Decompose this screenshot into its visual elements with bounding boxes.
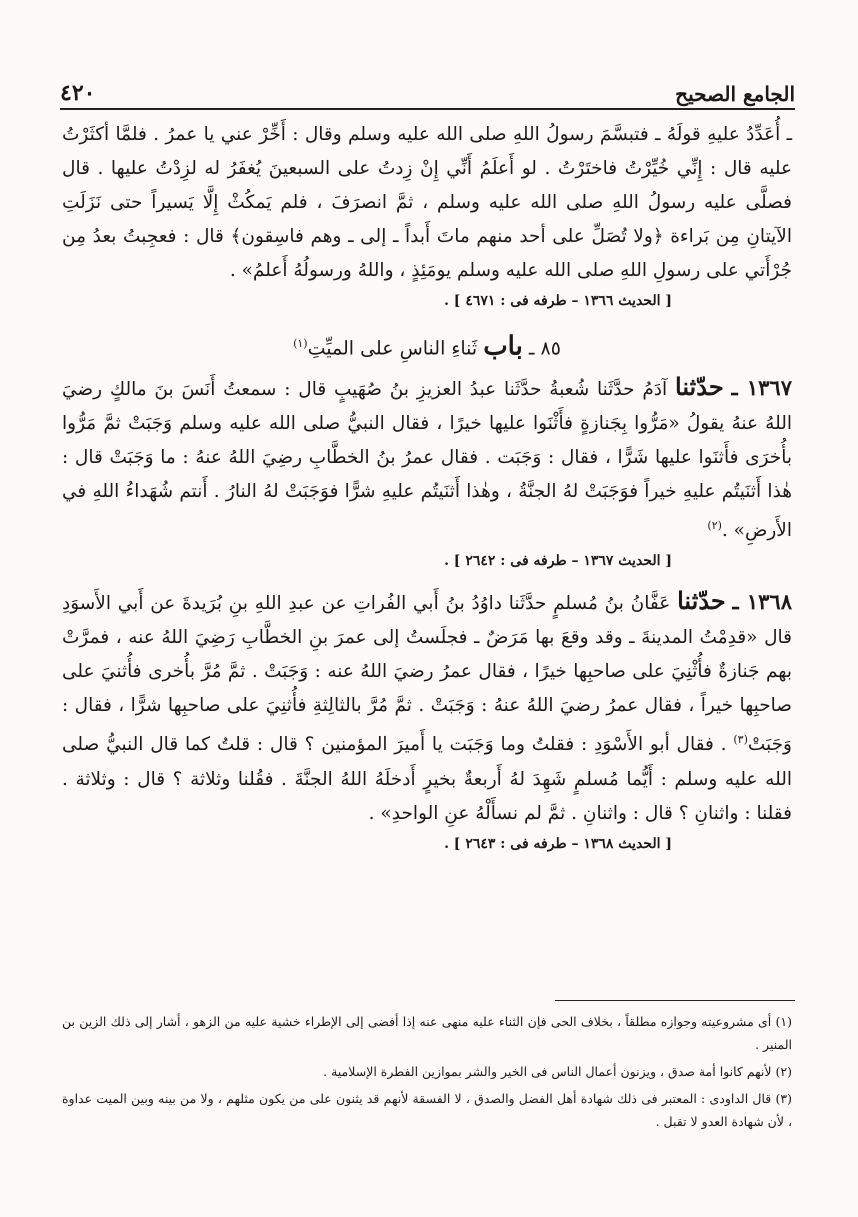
- footnote-3: (٣) قال الداودى : المعتبر فى ذلك شهادة أهل الفضل والصدق ، لا الفسقة لأنهم قد يثنون على من يكون مثلهم ، ولا من بينه وبين الميت عداوة ، لأن شهادة العدو لا تقبل .: [62, 1091, 792, 1129]
- running-title: الجامع الصحيح: [675, 82, 795, 106]
- hadith-1368: [62, 584, 792, 830]
- hadith-1367-reference: [ الحديث ١٣٦٧ – طرفه فى : ٢٦٤٢ ] .: [444, 553, 672, 570]
- hadith-1368-reference: [ الحديث ١٣٦٨ – طرفه فى : ٢٦٤٣ ] .: [444, 835, 672, 852]
- spacer: [62, 574, 792, 584]
- hadith-1368-text-b: . فقال أبو الأَسْوَدِ : فقلتُ وما وَجَبَت يا أَميرَ المؤمنين ؟ قال : قلتُ كما قال النبيُّ صلى الله عليه وسلم : أَيُّما مُسلمٍ شَهِدَ لهُ أَربعةٌ بخيرٍ أَدخلَهُ اللهُ الجنَّةَ . فقُلنا وثلاثة ؟ قال : وثلاثة . فقلنا : واثنانِ ؟ قال : واثنانِ . ثمَّ لم نسأَلْهُ عنِ الواحدِ» .: [62, 734, 792, 824]
- hadith-1368-footnote-mark: (٣): [733, 733, 748, 747]
- hadith-1368-number: ١٣٦٨ ـ: [732, 589, 792, 615]
- footnotes: [62, 1010, 792, 1137]
- hadith-1368-text-a: عَفَّانُ بنُ مُسلمٍ حدَّثَنا داوُدُ بنُ أَبي الفُراتِ عن عبدِ اللهِ بنِ بُرَيدةَ عن أَبي الأَسوَدِ قال «قدِمْتُ المدينةَ ـ وقد وقعَ بها مَرَضٌ ـ فجلَستُ إلى عمرَ بنِ الخطَّابِ رَضِيَ اللهُ عنه ، فمرَّتْ بهم جَنازةٌ فأُثْنِيَ على صاحبِها خيرًا ، فقال عمرُ رضيَ اللهُ عنه : وَجَبَتْ . ثمَّ مُرَّ بأُخرى فأُثنيَ على صاحبِها خيراً ، فقال عمرُ رضيَ اللهُ عنهُ : وَجَبَتْ . ثمَّ مُرَّ بالثالِثةِ فأُثنِيَ على صاحبِها شرًّا ، فقال : وَجَبَتْ: [62, 593, 792, 756]
- footnote-rule: [555, 1000, 795, 1001]
- hadith-1367-footnote-mark: (٢): [707, 519, 722, 533]
- chapter-footnote-mark: (١): [293, 337, 308, 350]
- chapter-heading: [62, 324, 792, 368]
- chapter-title: ثَناءِ الناسِ على الميِّتِ: [307, 337, 478, 360]
- hadith-1367-text: آدَمُ حدَّثَنا شُعبةُ حدَّثَنا عبدُ العزيزِ بنُ صُهَيبٍ قال : سمعتُ أَنَسَ بنَ مالكٍ رضيَ اللهُ عنهُ يقولُ «مَرُّوا بِجَنازةٍ فأَثْنَوا عليها خيرًا ، فقال النبيُّ صلى الله عليه وسلم وَجَبَتْ ثمَّ مَرُّوا بأُخرَى فأَثنَوا عليها شَرًّا ، فقال : وَجَبَت . فقال عمرُ بنُ الخطَّابِ رضِيَ اللهُ عنهُ : ما وَجَبَتْ قال : هٰذا أَثنَيتُم عليهِ خيراً فوَجَبَتْ لهُ الجنَّةُ ، وهٰذا أَثنَيتُم عليهِ شرًّا فوَجَبَتْ لهُ النارُ . أَنتم شُهَداءُ اللهِ في الأَرضِ» .: [62, 379, 792, 542]
- paragraph-top: ـ أُعَدِّدُ عليهِ قولَهُ ـ فتبسَّمَ رسولُ اللهِ صلى الله عليه وسلم وقال : أَخِّرْ عني يا عمرُ . فلمَّا أكثَرْتُ عليه قال : إِنِّي خُيِّرْتُ فاختَرْتُ . لو أَعلَمُ أَنِّي إِنْ زِدتُ على السبعينَ يُغفَرُ له لزِدْتُ عليها . قال فصلَّى عليه رسولُ اللهِ صلى الله عليه وسلم ، ثمَّ انصرَفَ ، فلم يَمكُثْ إِلَّا يَسيراً حتى نَزَلَتِ الآيتانِ مِن بَراءة ﴿ولا تُصَلِّ على أحد منهم ماتَ أَبداً ـ إلى ـ وهم فاسِقون﴾ قال : فعجِبتُ بعدُ مِن جُرْأَتي على رسولِ اللهِ صلى الله عليه وسلم يومَئِذٍ ، واللهُ ورسولُهُ أَعلمُ» .: [62, 124, 792, 281]
- hadith-1367: [62, 370, 792, 548]
- hadith-1368-opener: حدّثنا: [677, 586, 726, 616]
- footnote-1: (١) أى مشروعيته وجوازه مطلقاً ، بخلاف الحى فإن الثناء عليه منهى عنه إذا أفضى إلى الإطراء خشية عليه من الزهو ، أشار إلى ذلك الزين بن المنير .: [62, 1014, 792, 1052]
- page-number: ٤٢٠: [60, 80, 96, 106]
- chapter-number: ٨٥ ـ: [528, 337, 561, 360]
- header-rule: [60, 108, 795, 110]
- page-header: [60, 68, 795, 106]
- chapter-bab-word: باب: [483, 331, 523, 362]
- hadith-1367-number: ١٣٦٧ ـ: [731, 375, 792, 401]
- hadith-1367-opener: حدّثنا: [675, 372, 724, 402]
- hadith-1366-reference: [ الحديث ١٣٦٦ – طرفه فى : ٤٦٧١ ] .: [444, 293, 672, 309]
- main-text: [62, 118, 792, 857]
- footnote-2: (٢) لأنهم كانوا أمة صدق ، ويزنون أعمال الناس فى الخير والشر بموازين الفطرة الإسلامية .: [323, 1064, 792, 1079]
